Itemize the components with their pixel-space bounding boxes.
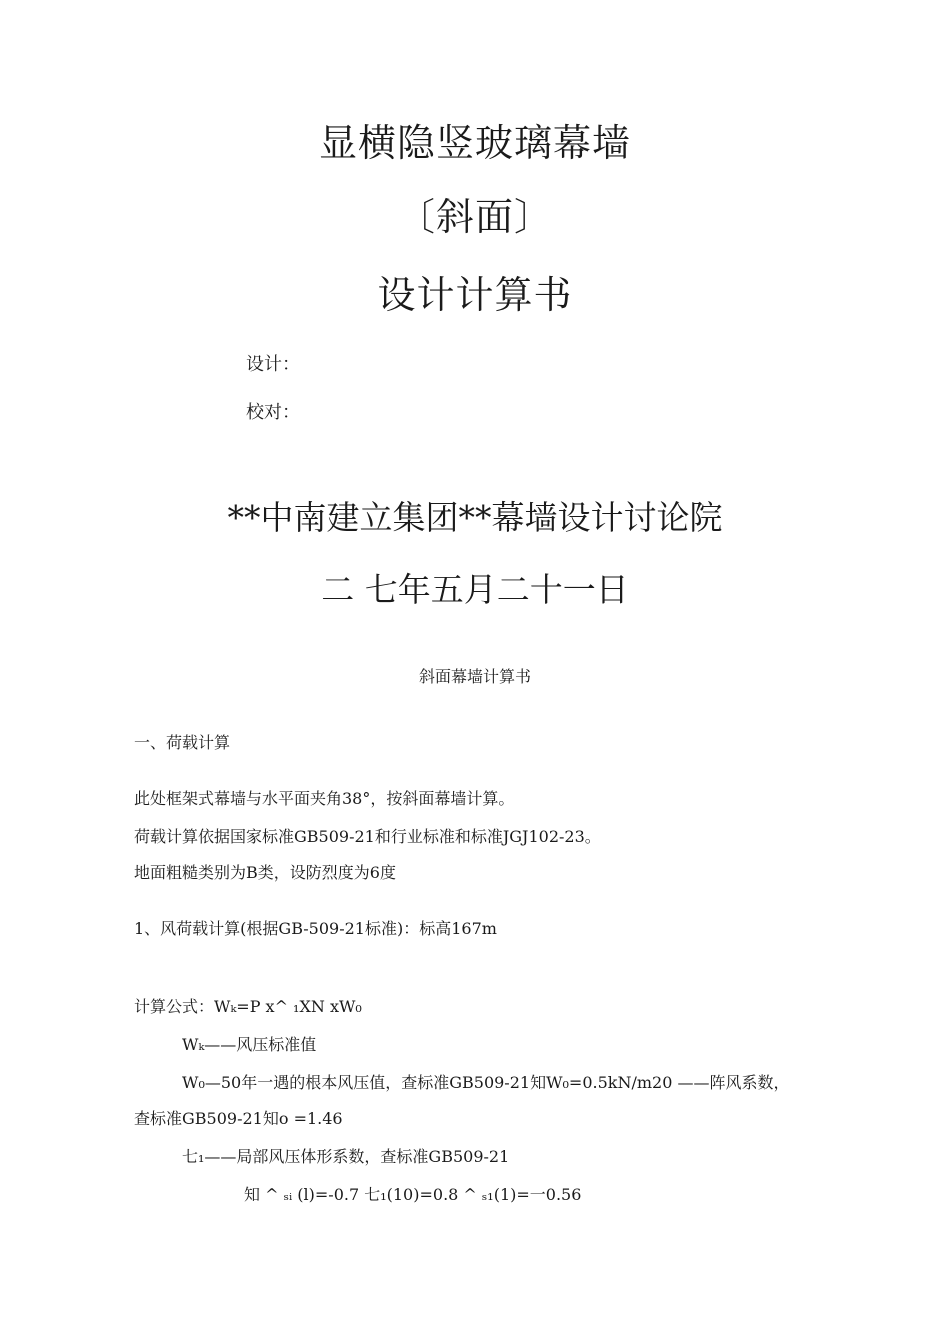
definition-wk: Wₖ——风压标准值 <box>182 1035 317 1054</box>
paragraph-2: 荷载计算依据国家标准GB509-21和行业标准和标准JGJ102-23。 <box>134 827 601 846</box>
definition-shape-coefficient: 七₁——局部风压体形系数，查标准GB509-21 <box>182 1147 510 1166</box>
document-title-line-1: 显横隐竖玻璃幕墙 <box>318 121 631 165</box>
definition-w0: W₀—50年一遇的根本风压值，查标准GB509-21知W₀=0.5kN/m20 ——阵风系数， <box>182 1073 790 1092</box>
section-heading: 一、荷载计算 <box>134 733 231 752</box>
coefficient-values: 知 ^ ₛᵢ (l)=-0.7 七₁(10)=0.8 ^ ₛ₁(1)=一0.56 <box>244 1185 582 1204</box>
paragraph-3: 地面粗糙类别为B类，设防烈度为6度 <box>134 863 396 882</box>
paragraph-1: 此处框架式幕墙与水平面夹角38°，按斜面幕墙计算。 <box>134 789 515 808</box>
section-title: 斜面幕墙计算书 <box>418 667 531 686</box>
checker-label: 校对： <box>246 402 300 423</box>
subsection-heading: 1、风荷载计算(根据GB-509-21标准)：标高167m <box>134 919 497 938</box>
formula-line: 计算公式：Wₖ=P x^ ₁XN xW₀ <box>134 997 362 1016</box>
document-date: 二 七年五月二十一日 <box>321 570 629 609</box>
designer-label: 设计： <box>246 354 300 375</box>
definition-w0-continued: 查标准GB509-21知o =1.46 <box>134 1109 343 1128</box>
document-title-line-3: 设计计算书 <box>377 273 573 317</box>
organization-name: **中南建立集团**幕墙设计讨论院 <box>227 498 723 537</box>
document-title-line-2: 〔斜面〕 <box>396 195 553 239</box>
